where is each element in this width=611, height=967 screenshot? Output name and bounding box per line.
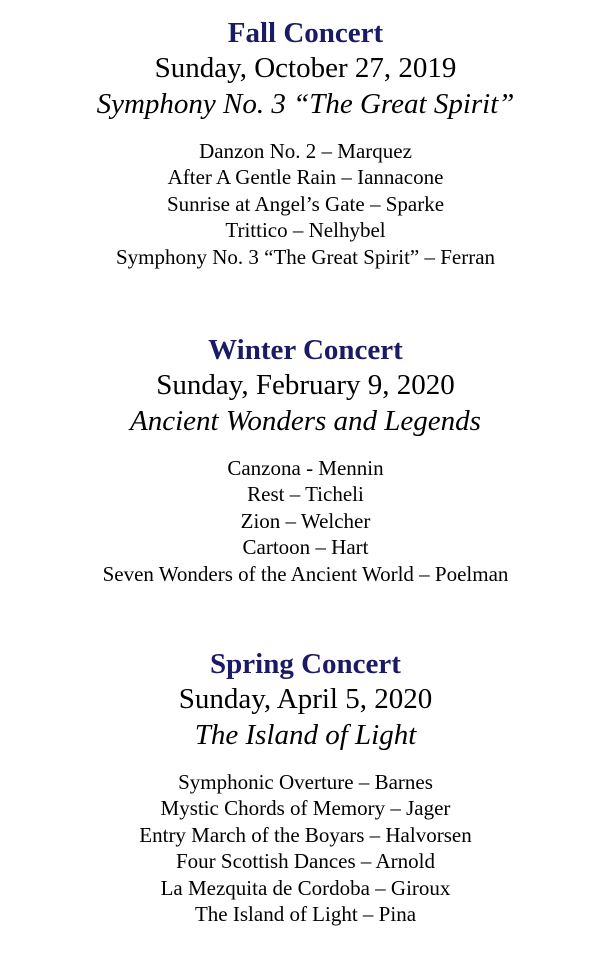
program-item: Symphony No. 3 “The Great Spirit” – Ferran	[115, 244, 496, 269]
program-item: After A Gentle Rain – Iannacone	[167, 165, 444, 190]
program-item: Zion – Welcher	[240, 508, 371, 533]
program-item: Seven Wonders of the Ancient World – Poelman	[102, 561, 509, 586]
concert-subtitle: Ancient Wonders and Legends	[130, 405, 481, 437]
program-item: Rest – Ticheli	[247, 482, 364, 507]
program-item: Mystic Chords of Memory – Jager	[160, 796, 451, 821]
concert-title: Winter Concert	[208, 334, 403, 366]
program-list	[0, 455, 611, 587]
concert-title: Fall Concert	[227, 17, 384, 49]
program-list	[0, 138, 611, 270]
program-item: Canzona - Mennin	[227, 456, 384, 480]
program-item: Symphonic Overture – Barnes	[178, 770, 433, 794]
concert-title: Spring Concert	[210, 648, 401, 680]
program-item: Sunrise at Angel’s Gate – Sparke	[166, 191, 445, 216]
concert-section-spring	[0, 647, 611, 927]
program-item: The Island of Light – Pina	[194, 901, 417, 926]
program-item: Four Scottish Dances – Arnold	[176, 849, 435, 874]
concert-date: Sunday, October 27, 2019	[154, 52, 457, 84]
concert-subtitle: The Island of Light	[194, 719, 417, 751]
program-item: Danzon No. 2 – Marquez	[199, 139, 412, 163]
concert-section-fall	[0, 16, 611, 270]
concert-subtitle: Symphony No. 3 “The Great Spirit”	[96, 88, 515, 120]
program-item: Entry March of the Boyars – Halvorsen	[139, 822, 472, 847]
program-item: La Mezquita de Cordoba – Giroux	[160, 875, 451, 900]
concert-section-winter	[0, 333, 611, 587]
program-item: Trittico – Nelhybel	[225, 218, 386, 243]
program-item: Cartoon – Hart	[242, 535, 369, 560]
program-list	[0, 769, 611, 927]
concert-date: Sunday, April 5, 2020	[178, 683, 433, 715]
concert-date: Sunday, February 9, 2020	[156, 369, 455, 401]
